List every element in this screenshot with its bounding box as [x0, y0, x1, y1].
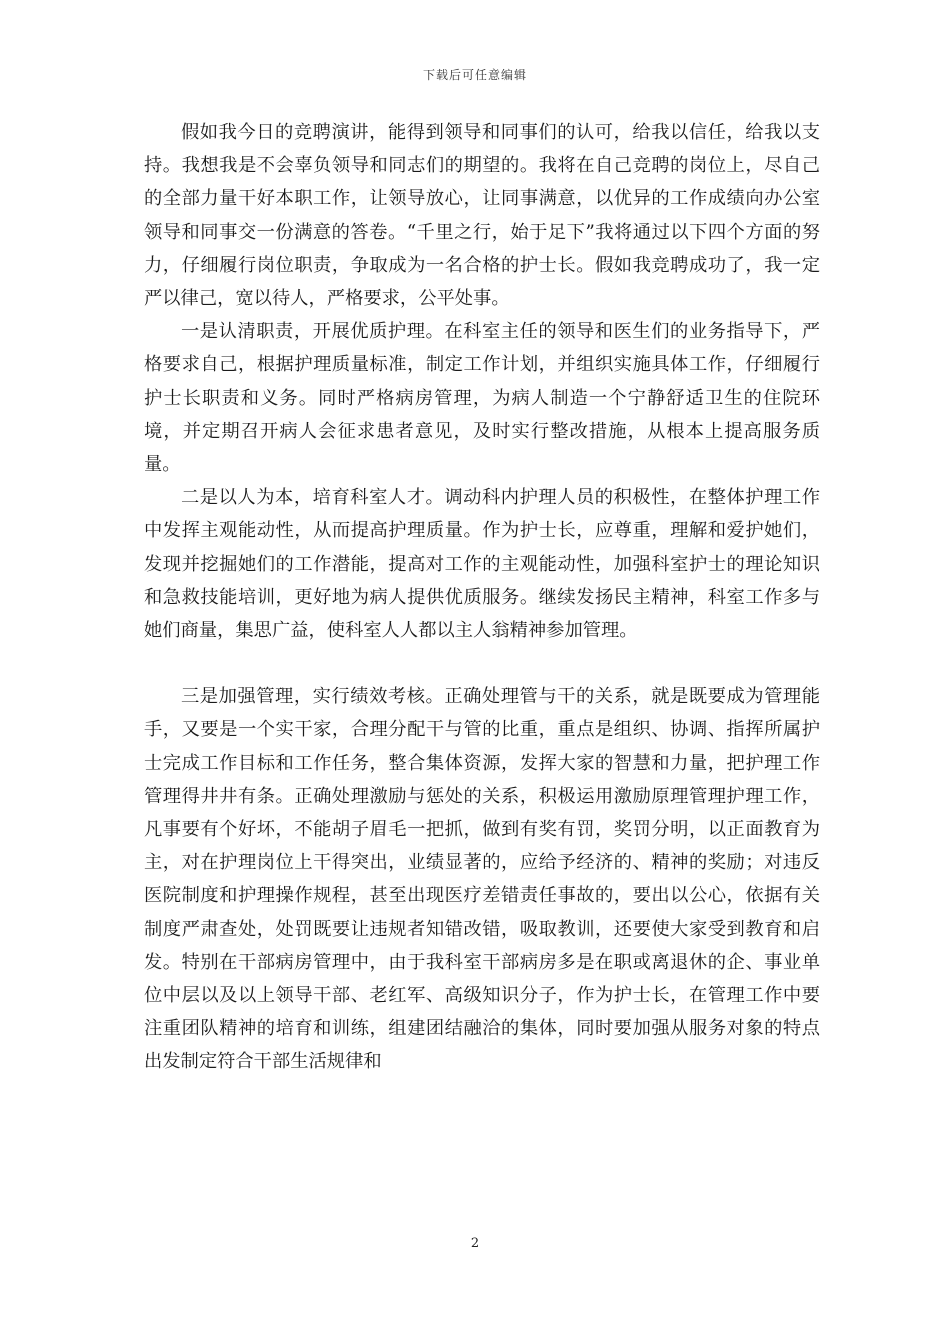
paragraph-point-two: 二是以人为本，培育科室人才。调动科内护理人员的积极性，在整体护理工作中发挥主观能动性，从而提高护理质量。作为护士长，应尊重，理解和爱护她们，发现并挖掘她们的工作潜能，提高对工作的主观能动性，加强科室护士的理论知识和急救技能培训，更好地为病人提供优质服务。继续发扬民主精神，科室工作多与她们商量，集思广益，使科室人人都以主人翁精神参加管理。: [144, 487, 820, 642]
page-number: 2: [470, 1236, 480, 1251]
page-header: 下载后可任意编辑: [422, 68, 527, 82]
document-body: [144, 116, 820, 1079]
paragraph-intro: 假如我今日的竞聘演讲，能得到领导和同事们的认可，给我以信任，给我以支持。我想我是不会辜负领导和同志们的期望的。我将在自己竞聘的岗位上，尽自己的全部力量干好本职工作，让领导放心，让同事满意，以优异的工作成绩向办公室领导和同事交一份满意的答卷。“千里之行，始于足下”我将通过以下四个方面的努力，仔细履行岗位职责，争取成为一名合格的护士长。假如我竞聘成功了，我一定严以律己，宽以待人，严格要求，公平处事。: [144, 122, 820, 310]
paragraph-point-one: 一是认清职责，开展优质护理。在科室主任的领导和医生们的业务指导下，严格要求自己，根据护理质量标准，制定工作计划，并组织实施具体工作，仔细履行护士长职责和义务。同时严格病房管理，为病人制造一个宁静舒适卫生的住院环境，并定期召开病人会征求患者意见，及时实行整改措施，从根本上提高服务质量。: [144, 321, 820, 476]
paragraph-point-three: 三是加强管理，实行绩效考核。正确处理管与干的关系，就是既要成为管理能手，又要是一个实干家，合理分配干与管的比重，重点是组织、协调、指挥所属护士完成工作目标和工作任务，整合集体资源，发挥大家的智慧和力量，把护理工作管理得井井有条。正确处理激励与惩处的关系，积极运用激励原理管理护理工作，凡事要有个好坏，不能胡子眉毛一把抓，做到有奖有罚，奖罚分明，以正面教育为主，对在护理岗位上干得突出，业绩显著的，应给予经济的、精神的奖励；对违反医院制度和护理操作规程，甚至出现医疗差错责任事故的，要出以公心，依据有关制度严肃查处，处罚既要让违规者知错改错，吸取教训，还要使大家受到教育和启发。特别在干部病房管理中，由于我科室干部病房多是在职或离退休的企、事业单位中层以及以上领导干部、老红军、高级知识分子，作为护士长，在管理工作中要注重团队精神的培育和训练，组建团结融洽的集体，同时要加强从服务对象的特点出发制定符合干部生活规律和: [144, 686, 820, 1073]
